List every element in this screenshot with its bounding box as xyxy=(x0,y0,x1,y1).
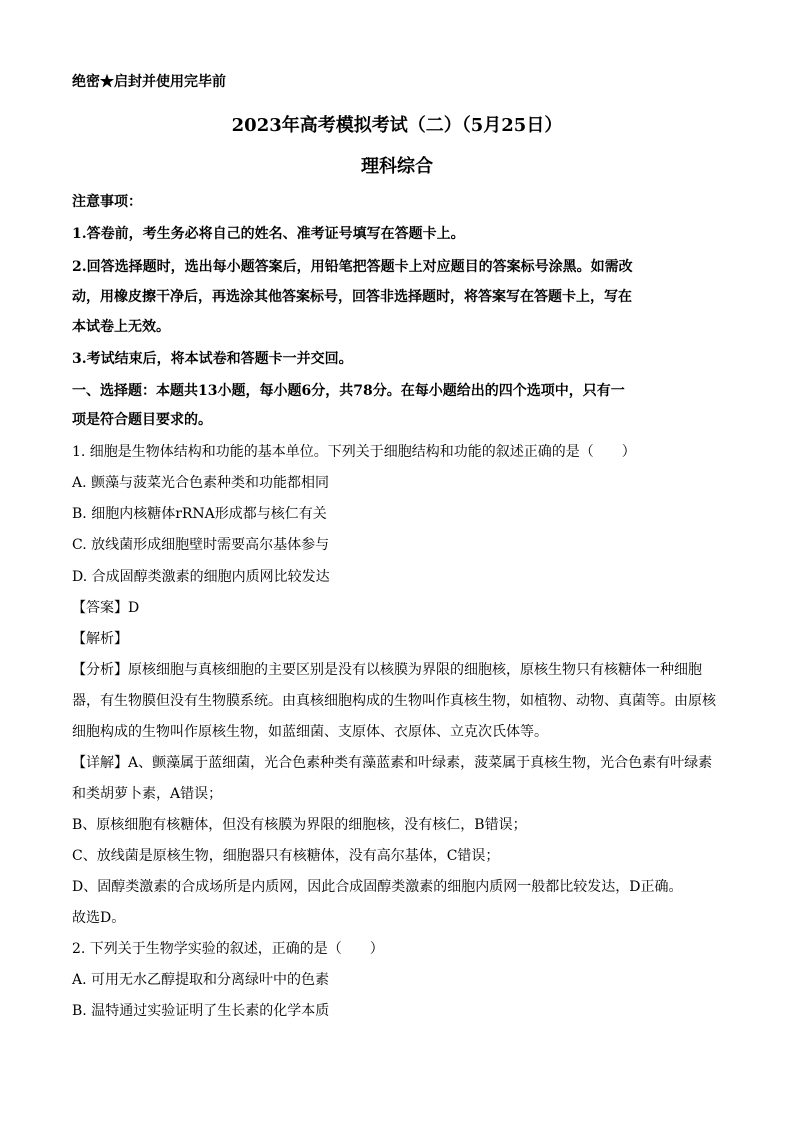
q1-stem: 1. 细胞是生物体结构和功能的基本单位。下列关于细胞结构和功能的叙述正确的是（ ） xyxy=(72,444,636,460)
q1-detail-line-2: 和类胡萝卜素，A错误； xyxy=(72,786,223,802)
q2-stem: 2. 下列关于生物学实验的叙述，正确的是（ ） xyxy=(72,941,384,957)
section-1-line-2: 项是符合题目要求的。 xyxy=(72,412,212,428)
notice-heading: 注意事项： xyxy=(72,194,142,210)
q1-conclusion: 故选D。 xyxy=(72,910,126,926)
notice-item-2-line-3: 本试卷上无效。 xyxy=(72,319,170,335)
exam-title: 2023年高考模拟考试（二）（5月25日） xyxy=(231,115,563,136)
notice-item-2-line-2: 动，用橡皮擦干净后，再选涂其他答案标号，回答非选择题时，将答案写在答题卡上，写在 xyxy=(72,289,632,305)
notice-item-3: 3.考试结束后，将本试卷和答题卡一并交回。 xyxy=(72,351,353,367)
q1-option-a: A. 颤藻与菠菜光合色素种类和功能都相同 xyxy=(72,475,330,491)
section-1-line-1: 一、选择题：本题共13小题，每小题6分，共78分。在每小题给出的四个选项中，只有一 xyxy=(72,383,625,399)
q1-option-d: D. 合成固醇类激素的细胞内质网比较发达 xyxy=(72,569,330,585)
q1-analysis-line-2: 器，有生物膜但没有生物膜系统。由真核细胞构成的生物叫作真核生物，如植物、动物、真菌等。由原核 xyxy=(72,693,716,709)
q1-analysis-line-3: 细胞构成的生物叫作原核生物，如蓝细菌、支原体、衣原体、立克次氏体等。 xyxy=(72,724,548,740)
exam-subtitle: 理科综合 xyxy=(361,156,433,177)
q2-option-b: B. 温特通过实验证明了生长素的化学本质 xyxy=(72,1003,330,1019)
q1-analysis-label: 【解析】 xyxy=(72,631,128,647)
notice-item-2-line-1: 2.回答选择题时，选出每小题答案后，用铅笔把答题卡上对应题目的答案标号涂黑。如需改 xyxy=(72,259,633,275)
q1-detail-line-3: B、原核细胞有核糖体，但没有核膜为界限的细胞核，没有核仁，B错误； xyxy=(72,817,527,833)
q1-option-b: B. 细胞内核糖体rRNA形成都与核仁有关 xyxy=(72,506,327,522)
q1-answer: 【答案】D xyxy=(72,600,140,616)
q1-analysis-line-1: 【分析】原核细胞与真核细胞的主要区别是没有以核膜为界限的细胞核，原核生物只有核糖体一种细胞 xyxy=(72,662,702,678)
q2-option-a: A. 可用无水乙醇提取和分离绿叶中的色素 xyxy=(72,972,330,988)
secret-mark: 绝密★启封并使用完毕前 xyxy=(72,74,226,90)
q1-option-c: C. 放线菌形成细胞壁时需要高尔基体参与 xyxy=(72,537,330,553)
q1-detail-line-5: D、固醇类激素的合成场所是内质网，因此合成固醇类激素的细胞内质网一般都比较发达，D正确。 xyxy=(72,879,683,895)
notice-item-1: 1.答卷前，考生务必将自己的姓名、准考证号填写在答题卡上。 xyxy=(72,226,465,242)
q1-detail-line-4: C、放线菌是原核生物，细胞器只有核糖体，没有高尔基体，C错误； xyxy=(72,848,500,864)
q1-detail-line-1: 【详解】A、颤藻属于蓝细菌，光合色素种类有藻蓝素和叶绿素，菠菜属于真核生物，光合色素有叶绿素 xyxy=(72,755,713,771)
